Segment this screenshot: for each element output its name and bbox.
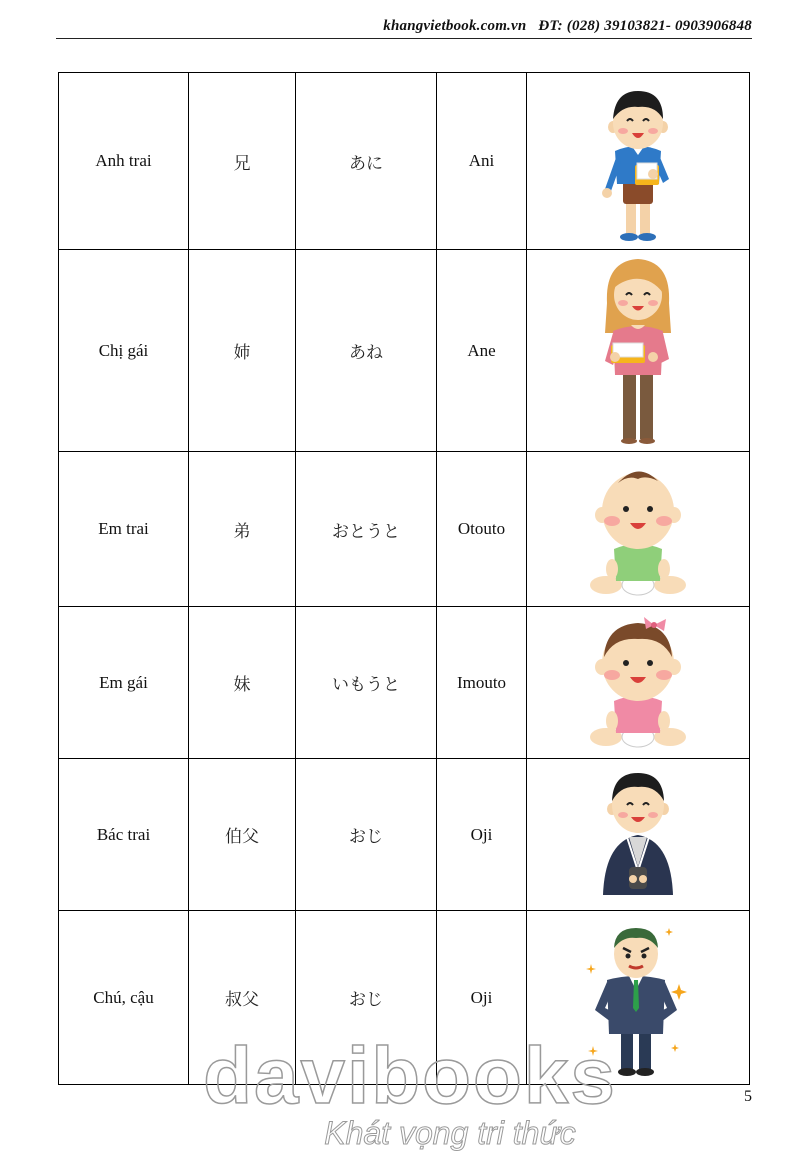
- romaji-cell: Otouto: [437, 452, 527, 607]
- romaji-cell: Ani: [437, 73, 527, 250]
- publisher-website: khangvietbook.com.vn: [383, 18, 527, 34]
- kanji-cell: 叔父: [189, 911, 296, 1085]
- kana-cell: おじ: [296, 759, 437, 911]
- illustration-cell: [527, 759, 750, 911]
- kanji-cell: 弟: [189, 452, 296, 607]
- kanji-cell: 伯父: [189, 759, 296, 911]
- illustration-cell: [527, 452, 750, 607]
- page-number: 5: [744, 1088, 752, 1105]
- table-row: [59, 452, 750, 607]
- family-vocabulary-table: [58, 72, 750, 1085]
- kanji-cell: 姉: [189, 250, 296, 452]
- kanji-cell: 妹: [189, 607, 296, 759]
- vietnamese-cell: Bác trai: [59, 759, 189, 911]
- romaji-cell: Imouto: [437, 607, 527, 759]
- vietnamese-cell: Anh trai: [59, 73, 189, 250]
- table-row: [59, 911, 750, 1085]
- table-row: [59, 73, 750, 250]
- kana-cell: おじ: [296, 911, 437, 1085]
- illustration-cell: [527, 73, 750, 250]
- watermark-tagline: Khát vọng tri thức: [324, 1115, 576, 1151]
- baby-boy-illustration: [588, 457, 688, 602]
- page-header: [56, 14, 752, 39]
- girl-illustration: [593, 253, 683, 448]
- vietnamese-cell: Chị gái: [59, 250, 189, 452]
- kana-cell: いもうと: [296, 607, 437, 759]
- boy-illustration: [593, 79, 683, 244]
- table-row: [59, 607, 750, 759]
- baby-girl-illustration: [588, 613, 688, 753]
- watermark-logo: davibooks: [203, 1031, 617, 1120]
- romaji-cell: Oji: [437, 759, 527, 911]
- illustration-cell: [527, 250, 750, 452]
- kana-cell: あね: [296, 250, 437, 452]
- kana-cell: おとうと: [296, 452, 437, 607]
- table-row: [59, 759, 750, 911]
- publisher-phone: ĐT: (028) 39103821- 0903906848: [538, 18, 752, 34]
- vietnamese-cell: Em gái: [59, 607, 189, 759]
- romaji-cell: Ane: [437, 250, 527, 452]
- kana-cell: あに: [296, 73, 437, 250]
- man-in-suit-illustration: [583, 918, 693, 1078]
- vietnamese-cell: Chú, cậu: [59, 911, 189, 1085]
- illustration-cell: [527, 911, 750, 1085]
- man-in-kimono-illustration: [593, 767, 683, 902]
- table-row: [59, 250, 750, 452]
- romaji-cell: Oji: [437, 911, 527, 1085]
- vietnamese-cell: Em trai: [59, 452, 189, 607]
- illustration-cell: [527, 607, 750, 759]
- kanji-cell: 兄: [189, 73, 296, 250]
